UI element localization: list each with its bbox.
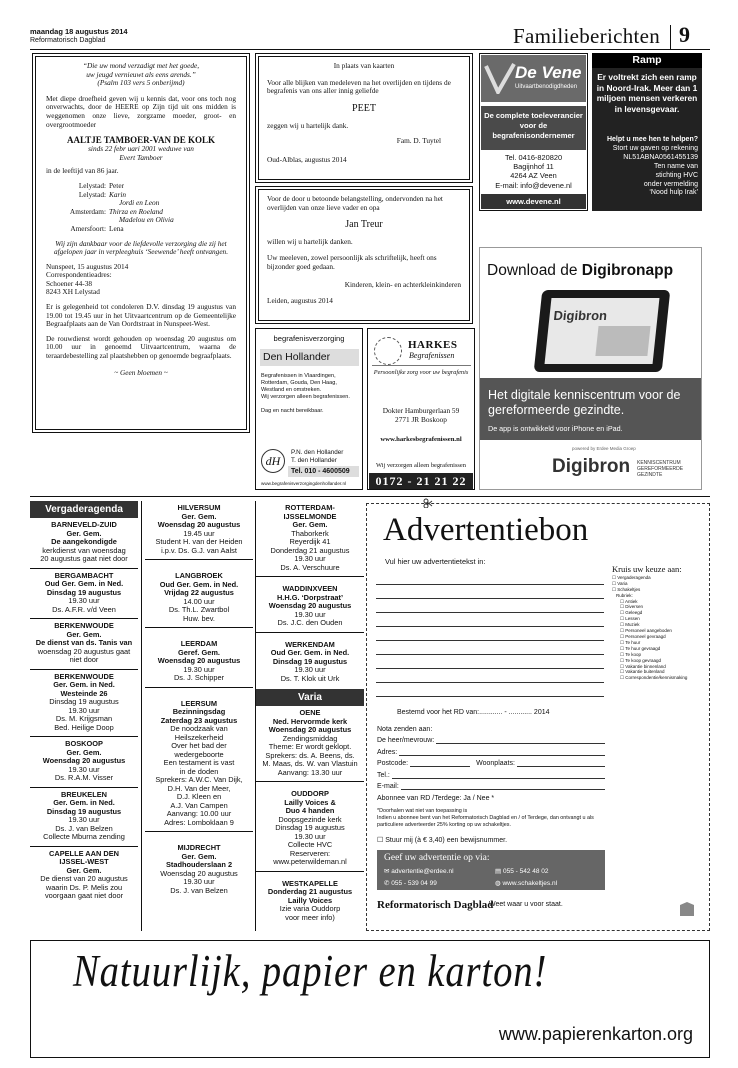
choice-option[interactable]: ☐ Diversen — [620, 604, 644, 610]
obituary-tamboer — [32, 53, 250, 433]
rd-logo: Reformatorisch Dagblad — [377, 899, 494, 911]
harkes-tagline: Persoonlijke zorg voor uw begrafenis — [373, 369, 469, 376]
vene-url[interactable]: www.devene.nl — [481, 194, 586, 209]
age-line: in de leeftijd van 86 jaar. — [46, 166, 119, 176]
family-row: Lelystad: Peter — [78, 180, 124, 190]
choice-title: Kruis uw keuze aan: — [612, 564, 682, 574]
proof-checkbox[interactable]: ☐ Stuur mij (à € 3,40) een bewijsnummer. — [377, 837, 508, 844]
harkes-address: Dokter Hamburgerlaan 59 2771 JR Boskoop — [382, 406, 460, 424]
vene-logo — [481, 55, 586, 102]
digibron-sub: De app is ontwikkeld voor iPhone en iPad. — [488, 424, 623, 433]
masthead-rule — [30, 49, 710, 50]
email-icon: ✉ — [384, 868, 390, 875]
envelope-icon — [679, 901, 695, 917]
contact-form — [377, 721, 605, 802]
agenda-entry: MIJDRECHT Ger. Gem. Stadhouderslaan 2 Woensdag 20 augustus 19.30 uur Ds. J. van Belzen — [160, 843, 238, 895]
varia-entry: WESTKAPELLE Donderdag 21 augustus Lailly Voices Izie varia Ouddorp voor meer info) — [267, 878, 353, 922]
varia-entry: OENE Ned. Hervormde kerk Woensdag 20 augustus Zendingsmiddag Theme: Er wordt geklopt. Sprekers: ds. A. Beens, ds. M. Maas, ds. W. van Vlastuin Aanvang: 13.30 uur — [256, 706, 364, 782]
digibron-logo: Digibron — [552, 456, 631, 477]
fax-icon: ▤ — [495, 868, 502, 875]
harkes-claim: Wij verzorgen alleen begrafenissen — [376, 462, 466, 469]
condolence-text: Er is gelegenheid tot condoleren D.V. dinsdag 19 augustus van 19.00 tot 19.45 uur in het Uitvaartcentrum op de Gemeentelijke Begraafplaats aan de Van Oordtstraat in Nunspeet-West. — [46, 302, 236, 329]
deceased-name: AALTJE TAMBOER-VAN DE KOLK — [67, 135, 215, 146]
submit-title: Geef uw advertentie op via: — [384, 853, 490, 863]
obituary-text: Voor alle blijken van medeleven na het overlijden en tijdens de begrafenis van ons aller innig geliefde — [267, 77, 451, 96]
service-text: De rouwdienst wordt gehouden op woensdag 20 augustus om 10.00 uur in genoemd Uitvaartcentrum, waarna de teraardebestelling zal plaatshebben op genoemde begraafplaats. — [46, 333, 236, 361]
choice-option[interactable]: ☐ Personeel gevraagd — [620, 633, 666, 639]
family-list — [46, 182, 236, 234]
agenda-heading: Vergaderagenda — [30, 501, 138, 518]
family-row: Jordi en Leon — [119, 198, 160, 208]
agenda-entry: BREUKELEN Ger. Gem. in Ned. Dinsdag 19 augustus 19.30 uur Ds. J. van Belzen Collecte Mburna zending — [30, 788, 138, 847]
deceased-name: PEET — [352, 102, 376, 114]
vene-tagline: De complete toeleverancier voor de begrafenisondernemer — [481, 106, 586, 150]
tablet-screen-content — [595, 326, 650, 356]
section-rule — [30, 496, 710, 497]
form-row: Nota zenden aan: — [377, 725, 433, 733]
hollander-url[interactable]: www.begrafenisverzorgingdenhollander.nl — [261, 481, 347, 486]
choice-option[interactable]: ☐ Varia — [612, 580, 628, 586]
obituary-text: Uw meeleven, zowel persoonlijk als schriftelijk, heeft ons bijzonder goed gedaan. — [267, 253, 437, 271]
family-row: Amersfoort: Lena — [70, 223, 124, 233]
thanks-line: willen wij u hartelijk danken. — [267, 236, 353, 246]
agenda-entry: CAPELLE AAN DEN IJSSEL-WEST Ger. Gem. De dienst van 20 augustus waarin Ds. P. Melis zou voorgaan gaat niet door — [40, 848, 128, 900]
address-line: Schoener 44-38 — [46, 278, 92, 288]
widow-line: sinds 22 febr uari 2001 weduwe van — [88, 144, 194, 154]
vene-subtitle: Uitvaartbenodigdheden — [515, 84, 578, 90]
choice-option: Rubriek: — [616, 592, 633, 598]
choice-option[interactable]: ☐ Te huur gevraagd — [620, 645, 661, 651]
thanks-note: Wij zijn dankbaar voor de liefdevolle verzorging die zij het afgelopen jaar in verpleeghuis ‘Seewende’ heeft ontvangen. — [53, 238, 229, 257]
masthead-paper: Reformatorisch Dagblad — [30, 37, 106, 44]
fax-contact: ▤ 055 - 542 48 02 — [495, 868, 549, 875]
ad-text-lines[interactable] — [376, 571, 604, 697]
obituary-header: In plaats van kaarten — [333, 61, 395, 70]
agenda-entry: BERKENWOUDE Ger. Gem. De dienst van ds. Tanis van woensdag 20 augustus gaat niet door — [30, 619, 138, 670]
ad-digibron[interactable] — [479, 247, 702, 490]
hollander-logo: dH — [261, 449, 285, 473]
harkes-mark-icon — [374, 337, 402, 365]
agenda-entry: BOSKOOP Ger. Gem. Woensdag 20 augustus 19.30 uur Ds. R.A.M. Visser — [30, 737, 138, 788]
harkes-url[interactable]: www.harkesbegrafenissen.nl — [380, 436, 462, 443]
choice-option[interactable]: ☐ Geleegd — [620, 610, 643, 616]
choice-option[interactable]: ☐ Vakantie buitenland — [620, 669, 665, 675]
hollander-text: Begrafenissen in Vlaardingen, Rotterdam, Gouda, Den Haag, Westland en omstreken. Wij verzorgen alleen begrafenissen. Dag en nacht bereikbaar. — [261, 373, 350, 414]
family-row: Amsterdam: Thirza en Roeland — [69, 206, 163, 216]
column-divider — [141, 501, 142, 931]
email-contact[interactable]: ✉ advertentie@erdee.nl — [384, 868, 454, 875]
place-date: Oud-Alblas, augustus 2014 — [267, 154, 347, 164]
choice-option[interactable]: ☐ Vakantie binnenland — [620, 663, 666, 669]
choice-option[interactable]: ☐ Antiek — [620, 598, 638, 604]
ramp-body: Er voltrekt zich een ramp in Noord-Irak. Meer dan 1 miljoen mensen verkeren in levensgevaar. — [596, 72, 698, 115]
agenda-entry: LEERDAM Geref. Gem. Woensdag 20 augustus 19.30 uur Ds. J. Schipper — [145, 628, 253, 688]
section-title: Familieberichten — [513, 24, 661, 48]
divider — [372, 365, 471, 366]
hollander-name: Den Hollander — [260, 349, 359, 366]
hollander-names: P.N. den Hollander T. den Hollander — [291, 449, 344, 464]
verse-line: uw jeugd vernieuwt als eens arends.” — [86, 69, 196, 79]
vene-name: De Vene — [515, 63, 582, 82]
advertentiebon-title: Advertentiebon — [383, 512, 589, 548]
agenda-entry: ROTTERDAM- IJSSELMONDE Ger. Gem. Thaborkerk Reyerdijk 41 Donderdag 21 augustus 19.30 uur Ds. A. Verschuure — [256, 501, 364, 577]
ramp-donate: Helpt u mee hen te helpen? Stort uw gaven op rekening NL51ABNA0561455139 Ten name van stichting HVC onder vermelding ‘Nood hulp Irak’ — [606, 136, 698, 197]
widow-line: Evert Tamboer — [119, 152, 163, 162]
digibron-logo-sub: KENNISCENTRUM GEREFORMEERDE GEZINDTE — [637, 460, 684, 478]
agenda-entry: LEERSUM Bezinningsdag Zaterdag 23 augustus De noodzaak van Heilszekerheid Over het bad der wedergeboorte Een testament is vast in de doden Sprekers: A.W.C. Van Dijk, D.H. Van der Meer, D.J. Kleen en A.J. Van Campen Aanvang: 10.00 uur Adres: Lomboklaan 9 — [145, 688, 253, 833]
banner-headline: Natuurlijk, papier en karton! — [73, 946, 548, 996]
ramp-title: Ramp — [592, 53, 702, 68]
harkes-phone: 0172 - 21 21 22 — [369, 473, 473, 489]
verse-line: “Die uw mond verzadigt met het goede, — [82, 61, 200, 70]
family-row: Madelou en Olivia — [119, 215, 174, 225]
banner-url[interactable]: www.papierenkarton.org — [498, 1024, 693, 1044]
masthead-date: maandag 18 augustus 2014 — [30, 27, 128, 36]
agenda-entry: BERKENWOUDE Ger. Gem. in Ned. Westeinde 26 Dinsdag 19 augustus 19.30 uur Ds. M. Krijgsman Bed. Heilige Doop — [30, 670, 138, 738]
submit-options — [377, 850, 605, 890]
phone-icon: ✆ — [384, 880, 390, 887]
ad-ramp — [592, 53, 702, 211]
digibron-tagline: Het digitale kenniscentrum voor de gereformeerde gezindte. — [488, 388, 681, 417]
flowers-note: ~ Geen bloemen ~ — [114, 367, 168, 377]
globe-icon: ◍ — [495, 880, 501, 887]
deceased-name: Jan Treur — [345, 219, 383, 231]
digibron-powered: powered by Erdee Media Groep — [572, 446, 636, 451]
choice-option[interactable]: ☐ Vergaderagenda — [612, 574, 651, 580]
varia-entry: OUDDORP Lailly Voices & Duo 4 handen Doopsgezinde kerk Dinsdag 19 augustus 19.30 uur Collecte HVC Reserveren: www.peterwildeman.nl — [256, 782, 364, 872]
ad-den-hollander — [255, 328, 363, 490]
form-row-email[interactable]: E-mail: — [377, 779, 605, 791]
digibron-headline: Download de Digibronapp — [487, 262, 674, 279]
choice-option[interactable]: ☐ Muziek — [620, 622, 640, 628]
scissors-icon — [423, 498, 433, 508]
choice-option[interactable]: ☐ Correspondentie/kennismaking — [620, 675, 688, 681]
obituary-peet — [255, 53, 473, 183]
obituary-intro: Met diepe droefheid geven wij u kennis dat, voor ons toch nog onverwachts, door de HEERE op Zijn tijd uit ons midden is weggenomen onze lieve, zorgzame moeder, groot- en overgrootmoeder — [46, 93, 236, 129]
address-line: 8243 XH Lelystad — [46, 287, 100, 297]
form-row-subscriber[interactable]: Abonnee van RD /Terdege: Ja / Nee * — [377, 794, 495, 802]
choice-option[interactable]: ☐ Te koop gevraagd — [620, 657, 661, 663]
form-notes: *Doorhalen wat niet van toepassing is Indien u abonnee bent van het Reformatorisch Dagblad en / of Terdege, dan ontvangt u als particuliere adverteerder 25% korting op uw schakeltjes. — [377, 808, 594, 828]
hollander-top: begrafenisverzorging — [273, 334, 345, 343]
form-row-phone[interactable]: Tel.: — [377, 767, 605, 779]
digibron-band — [480, 378, 701, 440]
phone-contact: ✆ 055 - 539 04 99 — [384, 880, 437, 887]
ad-harkes — [367, 328, 475, 490]
tablet-image — [534, 290, 671, 372]
ad-de-vene[interactable] — [479, 53, 588, 211]
vene-address: Tel. 0416-820820 Bagijnhof 11 4264 AZ Veen E-mail: info@devene.nl — [495, 153, 572, 190]
banner-papier-karton — [30, 940, 710, 1058]
agenda-column-3 — [256, 501, 364, 926]
thanks-line: zeggen wij u hartelijk dank. — [267, 121, 349, 131]
verse-reference: (Psalm 103 vers 5 onberijmd) — [97, 78, 185, 88]
varia-heading: Varia — [256, 689, 364, 706]
tablet-logo: Digibron — [552, 308, 608, 323]
agenda-entry: WERKENDAM Oud Ger. Gem. in Ned. Dinsdag 19 augustus 19.30 uur Ds. T. Klok uit Urk — [270, 639, 350, 683]
choice-option[interactable]: ☐ Lessen — [620, 616, 640, 622]
ad-text-label: Vul hier uw advertentietekst in: — [385, 557, 486, 566]
agenda-entry: LANGBROEK Oud Ger. Gem. in Ned. Vrijdag 22 augustus 14.00 uur Ds. Th.L. Zwartbol Huw. bev. — [145, 560, 253, 628]
obituary-text: Voor de door u betoonde belangstelling, ondervonden na het overlijden van onze lieve vader en opa — [267, 194, 443, 212]
choice-option[interactable]: ☐ Te huur — [620, 639, 641, 645]
harkes-logo-sub: Begrafenissen — [409, 351, 455, 360]
rd-slogan: Weet waar u voor staat. — [489, 901, 563, 908]
choice-option[interactable]: ☐ Personeel aangeboden — [620, 628, 672, 634]
address-line: Correspondentieadres: — [46, 270, 112, 280]
agenda-entry: HILVERSUM Ger. Gem. Woensdag 20 augustus 19.45 uur Student H. van der Heiden i.p.v. Ds. G.J. van Aalst — [145, 501, 253, 560]
bestemd-line[interactable]: Bestemd voor het RD van:............ - ............ 2014 — [397, 709, 550, 716]
choice-option[interactable]: ☐ Te koop — [620, 651, 641, 657]
advertentiebon-form — [366, 503, 710, 931]
harkes-logo: HARKES — [408, 339, 458, 351]
signature: Kinderen, klein- en achterkleinkinderen — [344, 279, 461, 289]
form-row-address[interactable]: Adres: — [377, 744, 605, 756]
choice-option[interactable]: ☐ Schakeltjes — [612, 586, 641, 592]
agenda-column-2 — [145, 501, 253, 899]
agenda-entry: BARNEVELD-ZUID Ger. Gem. De aangekondigde kerkdienst van woensdag 20 augustus gaat niet door — [30, 518, 138, 569]
web-contact[interactable]: ◍ www.schakeltjes.nl — [495, 880, 558, 887]
vene-mark-icon — [484, 62, 516, 94]
form-row-name[interactable]: De heer/mevrouw: — [377, 733, 605, 745]
obituary-treur — [255, 186, 473, 324]
agenda-entry: WADDINXVEEN H.H.G. ‘Dorpstraat’ Woensdag 20 augustus 19.30 uur Ds. J.C. den Ouden — [256, 577, 364, 633]
choice-list — [612, 564, 707, 681]
agenda-column-1 — [30, 501, 138, 905]
page-number: 9 — [679, 22, 690, 47]
place-date: Leiden, augustus 2014 — [267, 296, 333, 306]
form-row-postcode[interactable]: Postcode: Woonplaats: — [377, 756, 605, 768]
address-line: Nunspeet, 15 augustus 2014 — [46, 261, 129, 271]
family-row: Lelystad: Karin — [78, 189, 127, 199]
hollander-phone: Tel. 010 - 4600509 — [288, 466, 359, 477]
masthead-separator — [670, 25, 671, 49]
agenda-entry: BERGAMBACHT Oud Ger. Gem. in Ned. Dinsdag 19 augustus 19.30 uur Ds. A.F.R. v/d Veen — [30, 569, 138, 620]
signature: Fam. D. Tuytel — [396, 135, 441, 145]
